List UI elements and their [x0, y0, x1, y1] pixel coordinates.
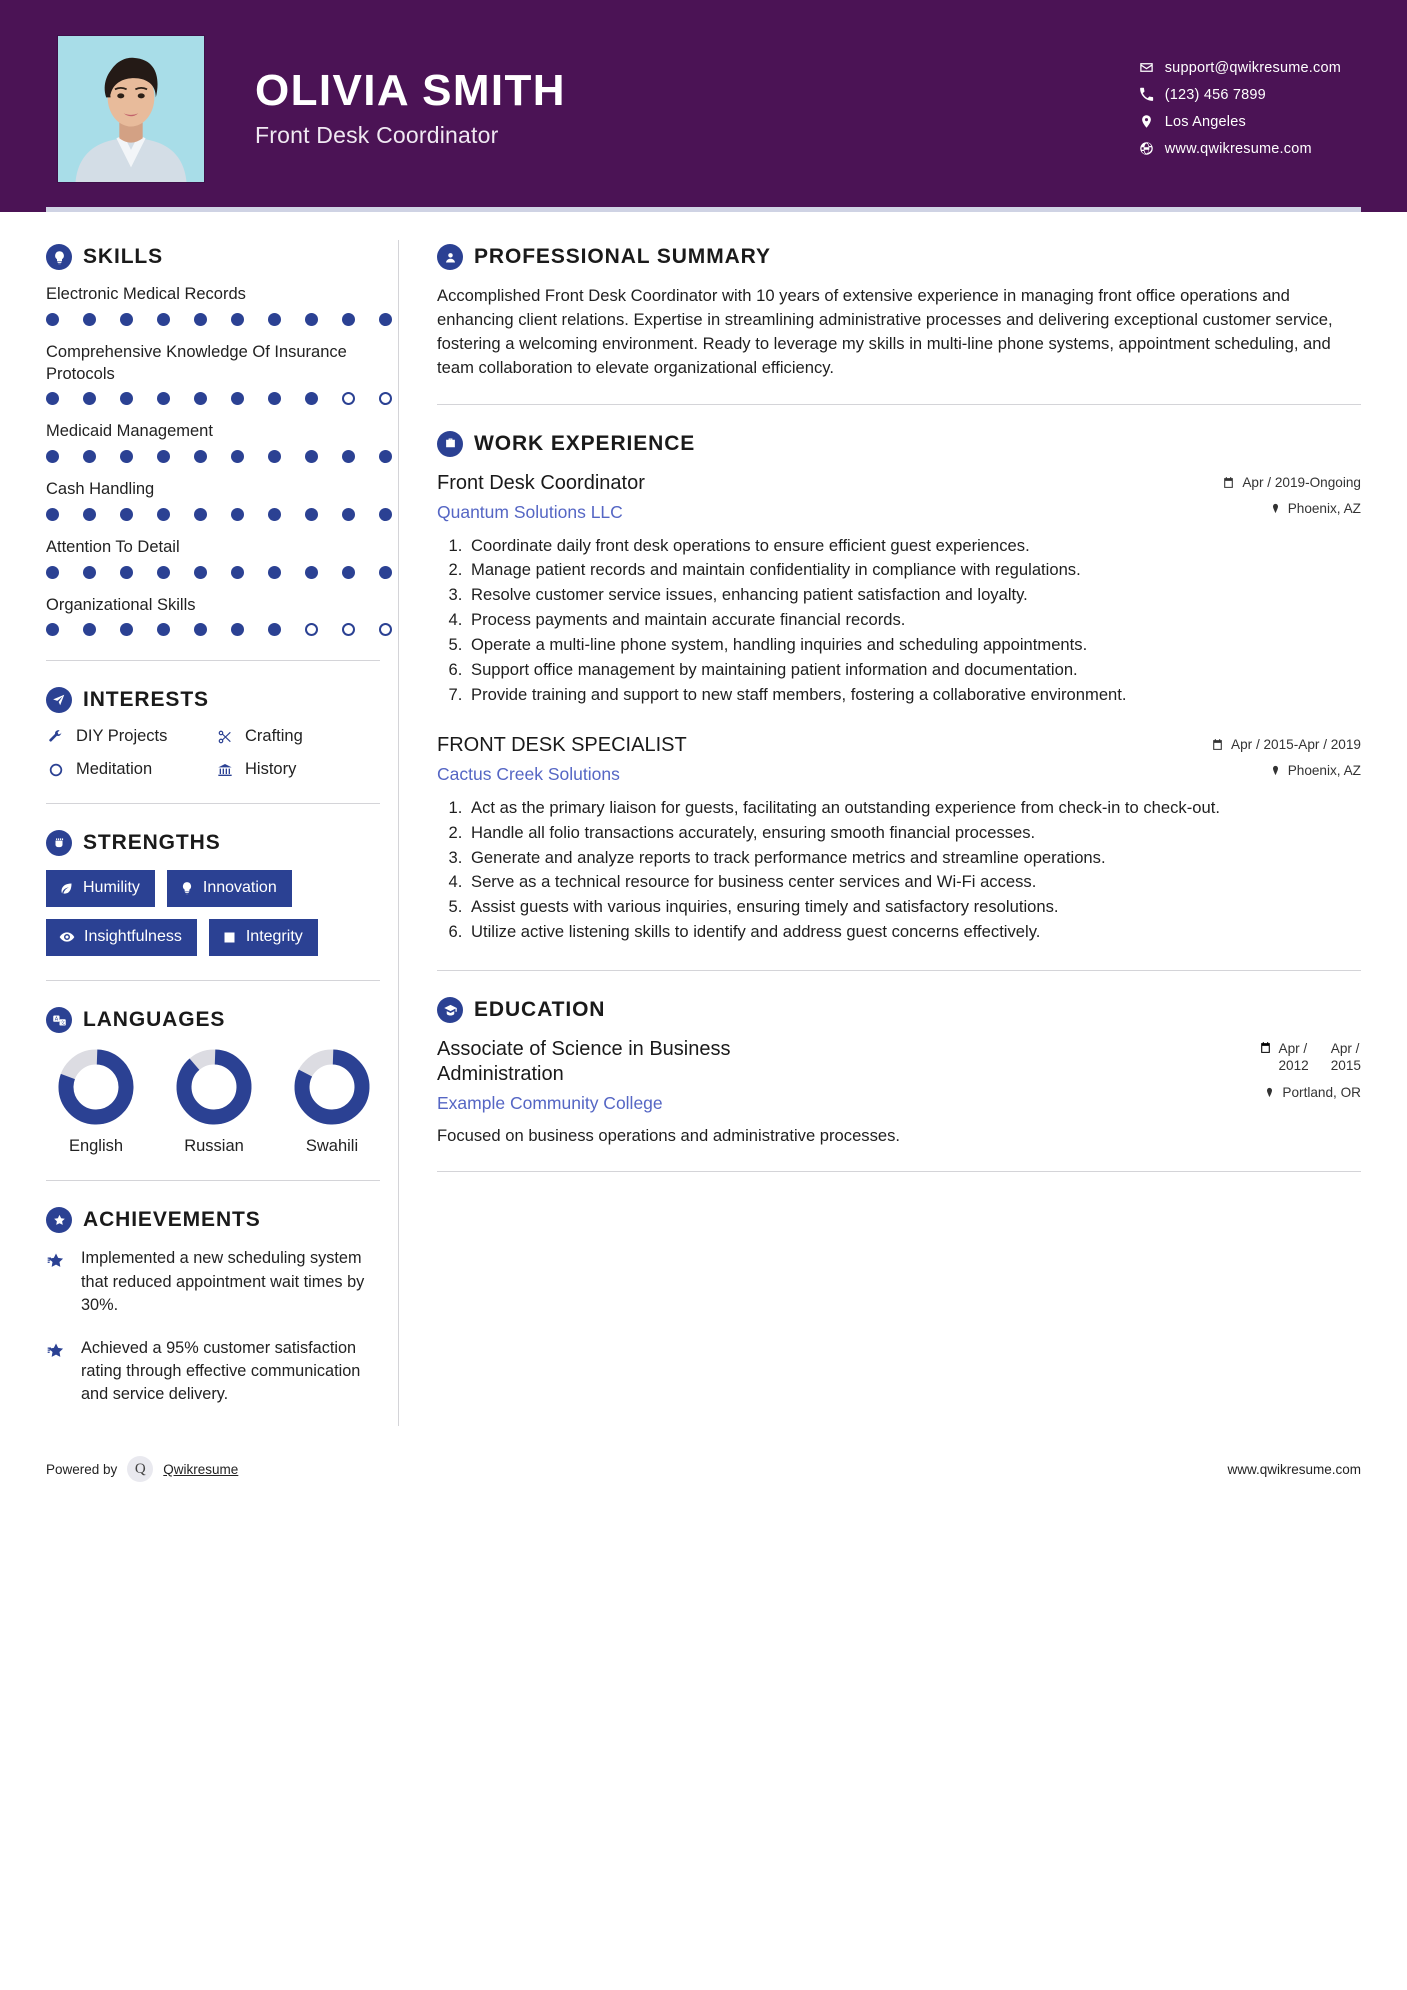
location-pin-icon — [1139, 114, 1165, 129]
language-label: Swahili — [305, 1137, 359, 1156]
job-location-text: Phoenix, AZ — [1287, 762, 1361, 778]
divider — [46, 980, 380, 981]
rating-dot-filled — [231, 566, 244, 579]
rating-dot-filled — [379, 566, 392, 579]
rating-dot-filled — [305, 313, 318, 326]
skill-rating — [46, 508, 380, 521]
rating-dot-filled — [268, 566, 281, 579]
rating-dot-filled — [194, 313, 207, 326]
experience-bullet: 6. Utilize active listening skills to identify and address guest concerns effectively. — [467, 921, 1361, 944]
experience-titles — [437, 733, 1211, 785]
skill-rating — [46, 566, 380, 579]
education-start-year: 2012 — [1278, 1058, 1309, 1074]
language-item — [50, 1047, 142, 1156]
job-dates-text: Apr / 2019-Ongoing — [1242, 474, 1361, 490]
experience-titles — [437, 471, 1222, 523]
scissors-icon — [215, 729, 235, 745]
paper-plane-icon — [46, 687, 72, 713]
rating-dot-filled — [231, 508, 244, 521]
experience-bullet: 2. Manage patient records and maintain confidentiality in compliance with regulations. — [467, 559, 1361, 582]
job-location — [1222, 501, 1361, 518]
interest-item — [215, 760, 380, 779]
rating-dot-filled — [120, 623, 133, 636]
experience-bullet: 4. Serve as a technical resource for business center services and Wi-Fi access. — [467, 871, 1361, 894]
strengths-list — [46, 870, 380, 956]
skill-item — [46, 284, 380, 326]
education-list — [437, 1037, 1361, 1147]
section-strengths — [46, 830, 380, 956]
interest-label: History — [245, 760, 297, 779]
achievement-item — [46, 1337, 380, 1406]
job-company[interactable]: Cactus Creek Solutions — [437, 763, 620, 784]
right-column — [399, 212, 1361, 1426]
rating-dot-filled — [46, 566, 59, 579]
skill-item — [46, 595, 380, 637]
skill-rating — [46, 450, 380, 463]
experience-bullet: 5. Operate a multi-line phone system, handling inquiries and scheduling appointments. — [467, 634, 1361, 657]
rating-dot-filled — [120, 392, 133, 405]
star-icon — [46, 1337, 68, 1366]
rating-dot-filled — [268, 313, 281, 326]
achievement-text: Implemented a new scheduling system that reduced appointment wait times by 30%. — [81, 1249, 365, 1314]
powered-by-label: Powered by — [46, 1461, 118, 1477]
skill-rating — [46, 623, 380, 636]
rating-dot-filled — [83, 392, 96, 405]
star-icon — [46, 1247, 68, 1276]
education-end-date — [1331, 1041, 1361, 1075]
resume-body — [0, 212, 1407, 1426]
education-header — [437, 1037, 1361, 1114]
calendar-icon — [1211, 737, 1224, 754]
education-start-month: Apr / — [1278, 1041, 1308, 1057]
language-item — [168, 1047, 260, 1156]
strength-label: Integrity — [245, 928, 303, 946]
summary-text: Accomplished Front Desk Coordinator with 10 years of extensive experience in managing front office operations and enhancing client relations. Expertise in streamlining administrative processes and delivering exceptional customer service, fostering a welcoming environment. Ready to leverage my skills in multi-line phone systems, appointment scheduling, and team collaboration to elevate organizational efficiency. — [437, 286, 1333, 377]
interest-label: DIY Projects — [76, 727, 168, 746]
interest-item — [46, 727, 211, 746]
bank-icon — [215, 762, 235, 778]
rating-dot-filled — [157, 623, 170, 636]
check-square-icon — [222, 930, 237, 945]
job-location-text: Phoenix, AZ — [1287, 500, 1361, 516]
strength-label: Humility — [83, 879, 140, 897]
graduate-icon — [437, 997, 463, 1023]
experience-bullet: 1. Act as the primary liaison for guests, facilitating an outstanding experience from check-in to check-out. — [467, 797, 1361, 820]
rating-dot-filled — [83, 566, 96, 579]
contact-email[interactable] — [1139, 60, 1341, 76]
interest-item — [215, 727, 380, 746]
education-dates — [1259, 1041, 1362, 1075]
section-skills — [46, 244, 380, 636]
contact-list — [1139, 56, 1361, 157]
rating-dot-filled — [268, 623, 281, 636]
job-company[interactable]: Quantum Solutions LLC — [437, 501, 623, 522]
rating-dot-filled — [305, 392, 318, 405]
achievement-item — [46, 1247, 380, 1316]
skills-title: SKILLS — [83, 245, 164, 268]
rating-dot-filled — [157, 313, 170, 326]
section-languages — [46, 1007, 380, 1156]
rating-dot-filled — [120, 450, 133, 463]
calendar-icon — [1222, 475, 1235, 492]
divider — [437, 970, 1361, 971]
rating-dot-filled — [305, 508, 318, 521]
contact-location[interactable] — [1139, 114, 1341, 130]
rating-dot-empty — [342, 623, 355, 636]
rating-dot-filled — [194, 623, 207, 636]
rating-dot-filled — [268, 508, 281, 521]
globe-icon — [1139, 141, 1165, 156]
degree-title: Associate of Science in Business Administration — [437, 1038, 731, 1086]
experience-title: WORK EXPERIENCE — [474, 431, 696, 455]
language-item — [286, 1047, 378, 1156]
summary-heading — [437, 244, 1361, 270]
experience-bullet: 5. Assist guests with various inquiries, ensuring timely and satisfactory resolutions. — [467, 896, 1361, 919]
language-donut-chart — [56, 1047, 136, 1127]
contact-phone-text: (123) 456 7899 — [1164, 86, 1266, 103]
job-dates-text: Apr / 2015-Apr / 2019 — [1231, 736, 1361, 752]
calendar-icon — [1259, 1041, 1272, 1057]
lightbulb-icon — [46, 244, 72, 270]
rating-dot-filled — [379, 450, 392, 463]
experience-header — [437, 471, 1361, 523]
contact-website-text: www.qwikresume.com — [1164, 140, 1312, 157]
rating-dot-filled — [46, 450, 59, 463]
map-pin-icon — [1270, 501, 1281, 518]
user-circle-icon — [437, 244, 463, 270]
contact-email-text: support@qwikresume.com — [1164, 59, 1341, 76]
skill-rating — [46, 313, 380, 326]
strength-chip — [46, 870, 155, 907]
wrench-icon — [46, 729, 66, 745]
job-dates — [1211, 737, 1361, 754]
education-location-text: Portland, OR — [1282, 1085, 1361, 1101]
skill-name: Medicaid Management — [46, 422, 213, 441]
avatar — [57, 35, 205, 183]
experience-bullet: 4. Process payments and maintain accurate financial records. — [467, 609, 1361, 632]
education-description: Focused on business operations and administrative processes. — [437, 1126, 901, 1146]
rating-dot-filled — [157, 566, 170, 579]
rating-dot-filled — [83, 313, 96, 326]
achievements-list — [46, 1247, 380, 1406]
education-location — [1259, 1085, 1362, 1102]
experience-list — [437, 471, 1361, 945]
education-end-year: 2015 — [1330, 1058, 1361, 1074]
rating-dot-filled — [231, 313, 244, 326]
experience-bullet: 3. Generate and analyze reports to track performance metrics and streamline operations. — [467, 847, 1361, 870]
strength-chip — [46, 919, 197, 956]
education-meta — [1259, 1037, 1362, 1102]
summary-title: PROFESSIONAL SUMMARY — [474, 245, 771, 268]
education-heading — [437, 997, 1361, 1023]
languages-title: LANGUAGES — [83, 1008, 226, 1032]
section-experience — [437, 431, 1361, 945]
rating-dot-filled — [342, 313, 355, 326]
language-label: Russian — [184, 1137, 244, 1156]
rating-dot-filled — [342, 566, 355, 579]
rating-dot-filled — [231, 392, 244, 405]
fist-icon — [46, 830, 72, 856]
experience-bullet: 7. Provide training and support to new staff members, fostering a collaborative environment. — [467, 684, 1361, 707]
leaf-icon — [59, 881, 74, 896]
footer-brand — [46, 1456, 238, 1482]
rating-dot-filled — [46, 313, 59, 326]
skill-name: Electronic Medical Records — [46, 285, 246, 303]
rating-dot-filled — [305, 566, 318, 579]
strength-chip — [167, 870, 292, 907]
rating-dot-filled — [231, 450, 244, 463]
job-dates — [1222, 475, 1361, 492]
rating-dot-filled — [46, 508, 59, 521]
rating-dot-filled — [157, 508, 170, 521]
experience-entry — [437, 733, 1361, 944]
page-footer — [0, 1456, 1407, 1516]
rating-dot-filled — [83, 623, 96, 636]
rating-dot-empty — [305, 623, 318, 636]
svg-text:A: A — [54, 1016, 58, 1023]
rating-dot-filled — [83, 508, 96, 521]
divider — [46, 1180, 380, 1181]
circle-icon — [46, 762, 66, 778]
envelope-icon — [1139, 60, 1165, 75]
translate-icon — [46, 1007, 72, 1033]
school-name[interactable]: Example Community College — [437, 1093, 663, 1114]
contact-phone[interactable] — [1139, 87, 1341, 103]
experience-bullets — [437, 797, 1361, 944]
experience-entry — [437, 471, 1361, 707]
rating-dot-filled — [305, 450, 318, 463]
education-start-date — [1279, 1041, 1309, 1075]
interests-heading — [46, 687, 380, 713]
rating-dot-filled — [46, 623, 59, 636]
skill-rating — [46, 392, 380, 405]
skill-name: Cash Handling — [46, 480, 155, 499]
education-titles — [437, 1037, 867, 1114]
languages-list — [46, 1047, 380, 1156]
interest-item — [46, 760, 211, 779]
experience-heading — [437, 431, 1361, 457]
name-block — [255, 63, 566, 148]
strength-label: Insightfulness — [84, 928, 182, 946]
divider — [437, 1171, 1361, 1172]
skills-list — [46, 284, 380, 636]
education-title: EDUCATION — [474, 998, 606, 1022]
skill-name: Organizational Skills — [46, 595, 196, 614]
rating-dot-empty — [379, 623, 392, 636]
rating-dot-filled — [46, 392, 59, 405]
divider — [46, 660, 380, 661]
interest-label: Crafting — [245, 727, 303, 746]
rating-dot-filled — [268, 450, 281, 463]
rating-dot-empty — [379, 392, 392, 405]
contact-location-text: Los Angeles — [1164, 113, 1246, 130]
skill-item — [46, 479, 380, 521]
job-role: FRONT DESK SPECIALIST — [437, 733, 687, 756]
header-underline — [46, 207, 1361, 212]
language-label: English — [68, 1137, 124, 1156]
experience-header — [437, 733, 1361, 785]
rating-dot-filled — [83, 450, 96, 463]
star-badge-icon — [46, 1207, 72, 1233]
experience-meta — [1222, 471, 1361, 518]
rating-dot-filled — [342, 508, 355, 521]
divider — [437, 404, 1361, 405]
map-pin-icon — [1264, 1085, 1275, 1102]
qwikresume-logo-icon: Q — [127, 1456, 153, 1482]
experience-bullet: 6. Support office management by maintaining patient information and documentation. — [467, 659, 1361, 682]
rating-dot-filled — [194, 566, 207, 579]
rating-dot-filled — [194, 392, 207, 405]
rating-dot-filled — [194, 450, 207, 463]
rating-dot-filled — [231, 623, 244, 636]
strengths-title: STRENGTHS — [83, 831, 221, 855]
skill-item — [46, 421, 380, 463]
lightbulb-icon — [180, 881, 194, 895]
map-pin-icon — [1270, 763, 1281, 780]
rating-dot-filled — [268, 392, 281, 405]
interests-title: INTERESTS — [83, 688, 209, 712]
skills-heading — [46, 244, 380, 270]
experience-bullet: 2. Handle all folio transactions accurately, ensuring smooth financial processes. — [467, 822, 1361, 845]
skill-name: Comprehensive Knowledge Of Insurance Protocols — [46, 342, 347, 383]
section-interests — [46, 687, 380, 779]
strength-label: Innovation — [202, 879, 277, 897]
rating-dot-filled — [157, 392, 170, 405]
language-donut-chart — [174, 1047, 254, 1127]
briefcase-icon — [437, 431, 463, 457]
rating-dot-filled — [342, 450, 355, 463]
interests-list — [46, 727, 380, 779]
rating-dot-filled — [120, 508, 133, 521]
experience-bullets — [437, 535, 1361, 707]
interest-label: Meditation — [76, 760, 153, 779]
rating-dot-filled — [379, 313, 392, 326]
brand-link[interactable]: Qwikresume — [163, 1461, 239, 1477]
strength-chip — [209, 919, 318, 956]
rating-dot-filled — [157, 450, 170, 463]
languages-heading — [46, 1007, 380, 1033]
achievements-heading — [46, 1207, 380, 1233]
skill-item — [46, 342, 380, 406]
job-title: Front Desk Coordinator — [255, 121, 499, 148]
divider — [46, 803, 380, 804]
language-donut-chart — [292, 1047, 372, 1127]
eye-icon — [59, 929, 75, 945]
rating-dot-empty — [342, 392, 355, 405]
rating-dot-filled — [120, 566, 133, 579]
experience-meta — [1211, 733, 1361, 780]
svg-text:文: 文 — [59, 1020, 65, 1027]
page-title: OLIVIA SMITH — [255, 66, 566, 116]
footer-website: www.qwikresume.com — [1227, 1461, 1361, 1477]
skill-item — [46, 537, 380, 579]
job-role: Front Desk Coordinator — [437, 471, 645, 494]
achievements-title: ACHIEVEMENTS — [83, 1208, 261, 1232]
section-achievements — [46, 1207, 380, 1406]
strengths-heading — [46, 830, 380, 856]
skill-name: Attention To Detail — [46, 537, 180, 556]
experience-bullet: 1. Coordinate daily front desk operations to ensure efficient guest experiences. — [467, 535, 1361, 558]
achievement-text: Achieved a 95% customer satisfaction rating through effective communication and service delivery. — [81, 1338, 361, 1404]
profile-photo-illustration — [58, 36, 204, 182]
section-education — [437, 997, 1361, 1147]
job-location — [1211, 763, 1361, 780]
resume-header — [0, 0, 1407, 212]
contact-website[interactable] — [1139, 141, 1341, 157]
education-end-month: Apr / — [1330, 1041, 1360, 1057]
education-entry — [437, 1037, 1361, 1147]
experience-bullet: 3. Resolve customer service issues, enhancing patient satisfaction and loyalty. — [467, 584, 1361, 607]
left-column — [46, 212, 398, 1426]
rating-dot-filled — [194, 508, 207, 521]
section-summary — [437, 244, 1361, 380]
phone-icon — [1139, 87, 1165, 102]
rating-dot-filled — [120, 313, 133, 326]
rating-dot-filled — [379, 508, 392, 521]
